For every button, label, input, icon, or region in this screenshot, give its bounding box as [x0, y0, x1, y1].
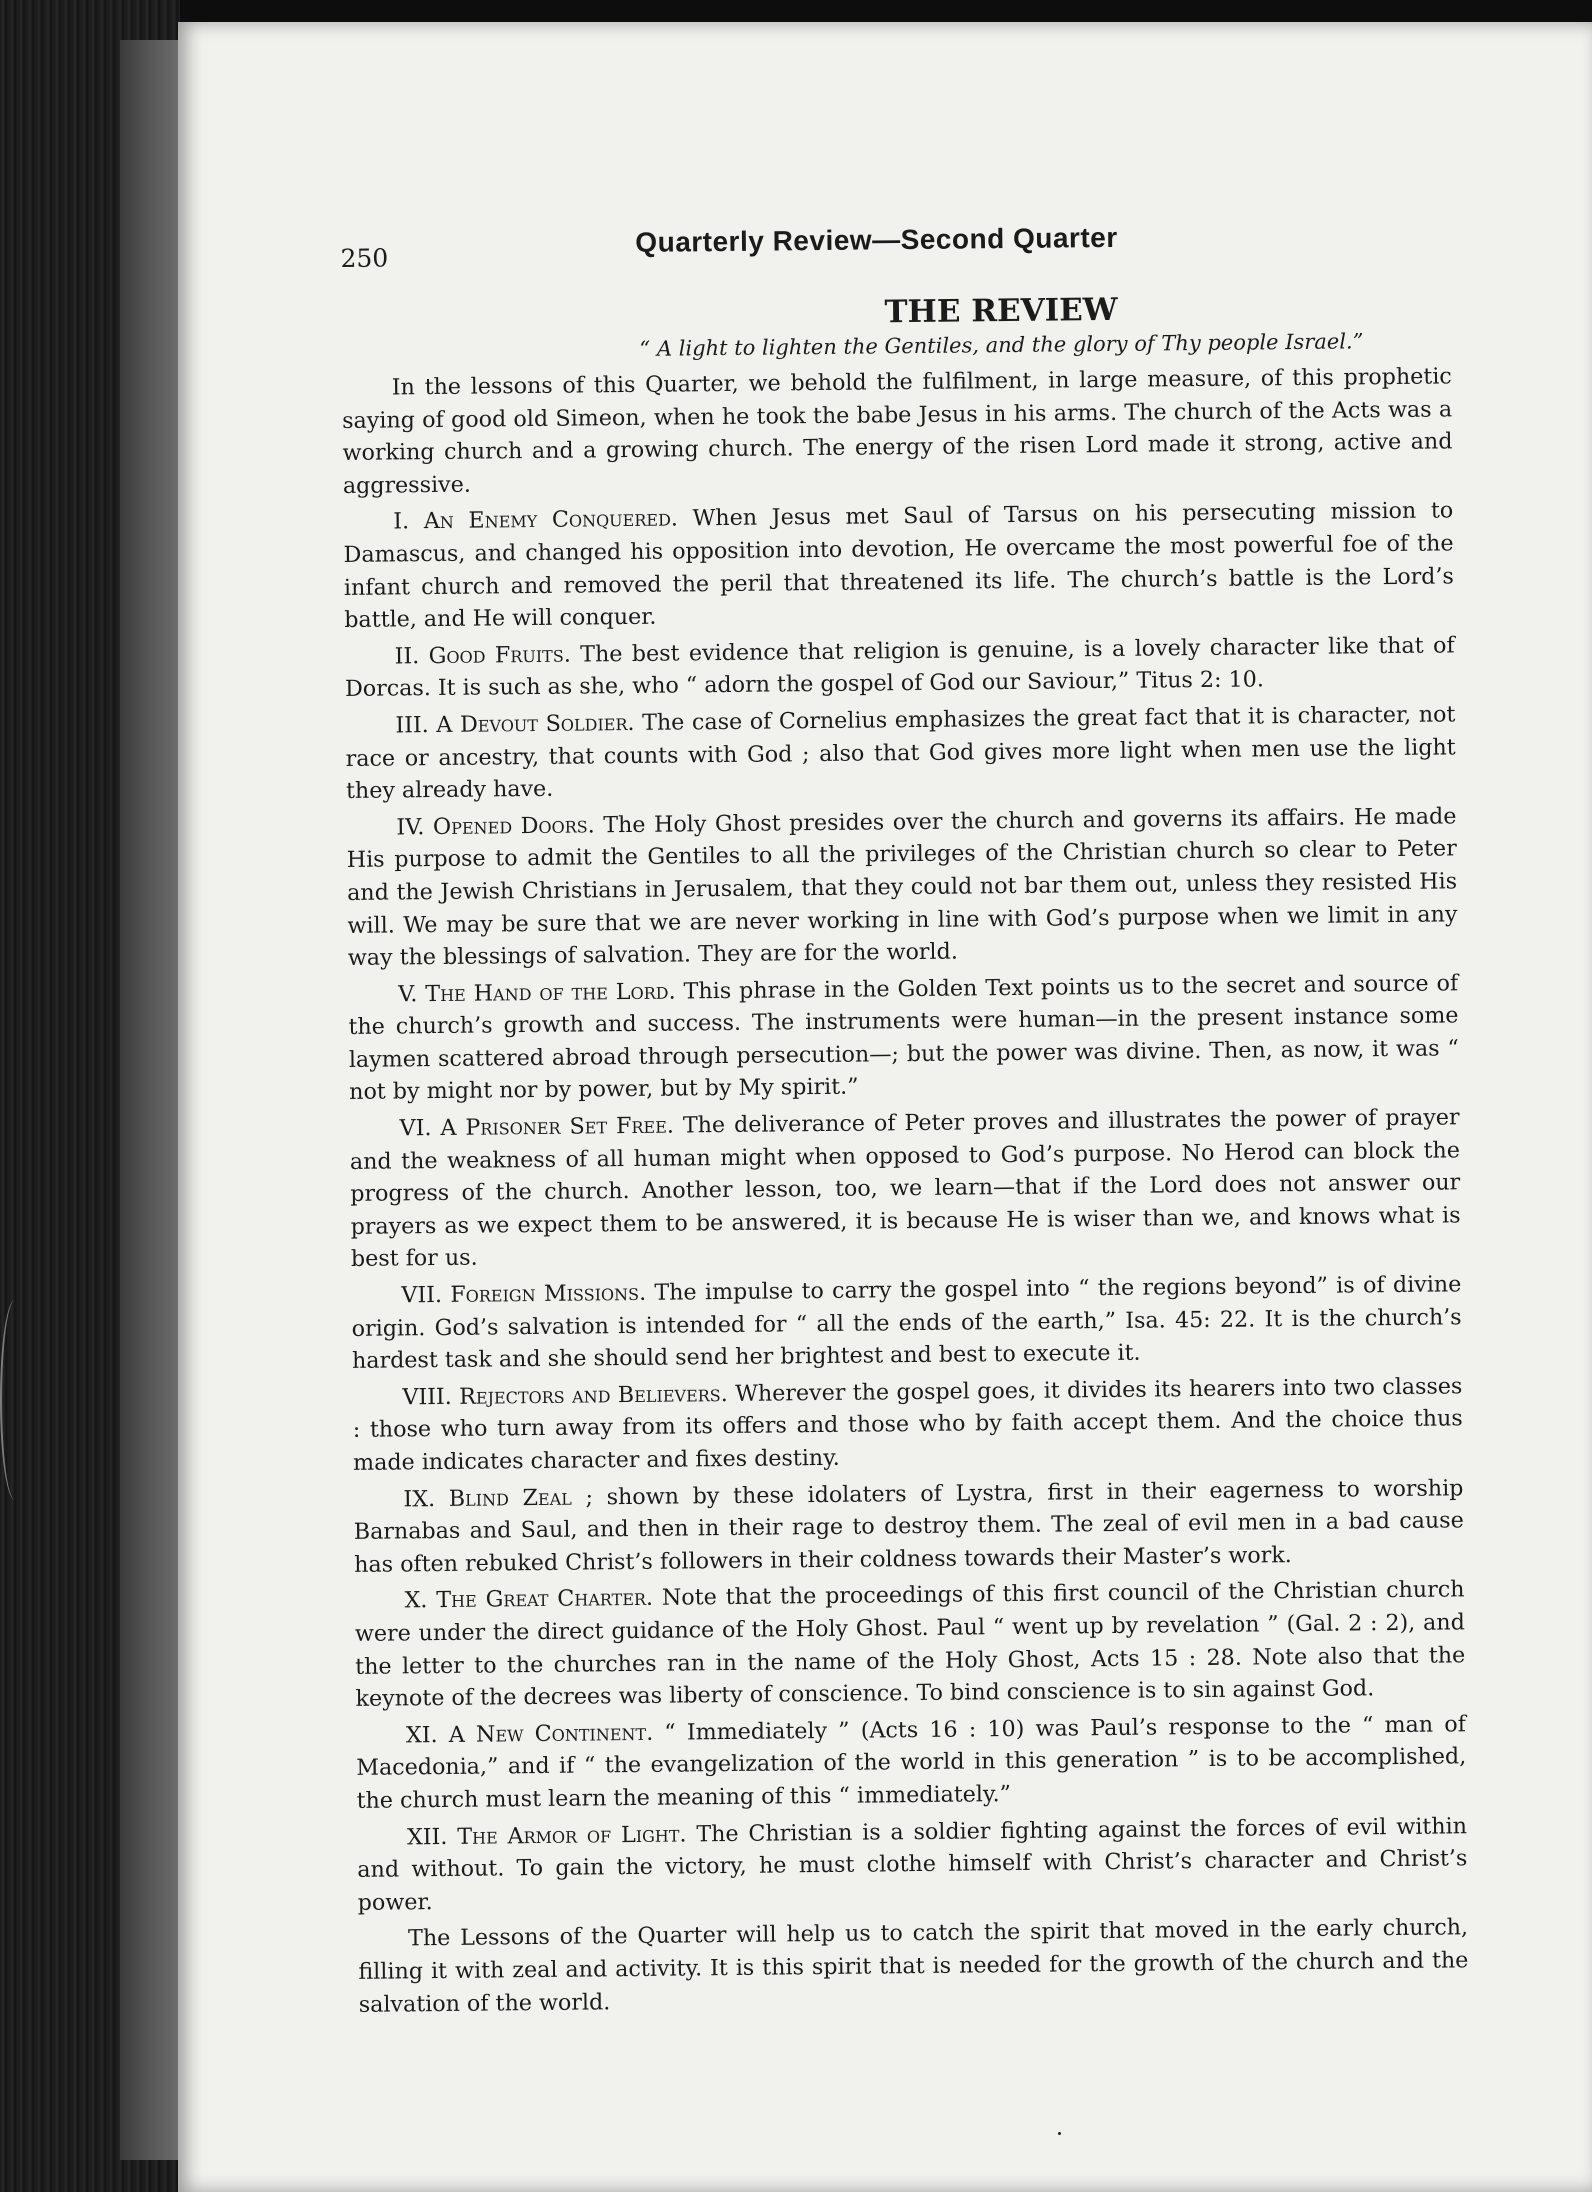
section-heading: A Prisoner Set Free.: [440, 1112, 675, 1142]
intro-paragraph: In the lessons of this Quarter, we behold the fulfilment, in large measure, of this prophetic saying of good old Simeon, when he took the babe Jesus in his arms. The church of the Acts was a working church and a growing church. The energy of the risen Lord made it strong, active and aggressive.: [342, 363, 1453, 499]
section-heading: The Great Charter.: [436, 1585, 654, 1614]
section-heading: The Hand of the Lord.: [425, 978, 676, 1007]
section-heading: Good Fruits.: [428, 641, 571, 669]
section-number: II.: [394, 642, 420, 670]
section-text: The Holy Ghost presides over the church and governs its affairs. He made His purpose to admit the Gentiles to all the privileges of the Christian church so clear to Peter and the Jewish Christians in Jerusalem, that they could not bar them out, unless they resisted His will. We may be sure that we are never working in line with God’s purpose when we limit in any way the blessings of salvation. They are for the world.: [346, 803, 1458, 972]
section-number: III.: [395, 712, 429, 739]
section-2: [344, 629, 1455, 706]
article-epigraph: “ A light to lighten the Gentiles, and the glory of Thy people Israel.”: [639, 329, 1364, 361]
section-heading: A Devout Soldier.: [436, 709, 635, 738]
page-content: [340, 198, 1592, 2025]
section-text: shown by these idolaters of Lystra, first in their eagerness to worship Barnabas and Saul, and then in their rage to destroy them. The zeal of evil men in a bad cause has often rebuked Christ’s followers in their coldness towards their Master’s work.: [353, 1474, 1464, 1578]
section-1: [343, 495, 1454, 637]
section-heading: Foreign Missions.: [450, 1279, 647, 1308]
section-8: [352, 1370, 1463, 1479]
conclusion-paragraph: The Lessons of the Quarter will help us to catch the spirit that moved in the early church, filling it with zeal and activity. It is this spirit that is needed for the growth of the church and the salvation of the world.: [358, 1914, 1469, 2018]
section-text: The Christian is a soldier fighting against the forces of evil within and without. To gain the victory, he must clothe himself with Christ’s character and Christ’s power.: [357, 1812, 1468, 1916]
section-6: [349, 1101, 1461, 1276]
section-number: VI.: [399, 1115, 432, 1142]
bookmark-ribbon: [0, 1300, 30, 1500]
section-heading: Blind Zeal ;: [448, 1484, 594, 1512]
page-number: 250: [340, 243, 389, 273]
section-text: The best evidence that religion is genuine, is a lovely character like that of Dorcas. It is such as she, who “ adorn the gospel of God our Saviour,” Titus 2: 10.: [344, 632, 1455, 703]
section-text: Wherever the gospel goes, it divides its hearers into two classes : those who turn away from its offers and those who by faith accept them. And the choice thus made indicates character and fixes destiny.: [352, 1373, 1463, 1476]
article-title: THE REVIEW: [884, 291, 1118, 331]
section-10: [354, 1574, 1465, 1716]
section-number: V.: [398, 980, 418, 1008]
section-heading: The Armor of Light.: [457, 1820, 687, 1850]
section-heading: A New Continent.: [448, 1719, 654, 1748]
section-text: When Jesus met Saul of Tarsus on his persecuting mission to Damascus, and changed his opposition into devotion, He overcame the most powerful foe of the infant church and removed the peril that threatened its life. The church’s battle is the Lord’s battle, and He will conquer.: [343, 497, 1455, 634]
section-number: XI.: [405, 1721, 438, 1749]
section-text: This phrase in the Golden Text points us to the secret and source of the church’s growth and success. The instruments were human—in the present instance some laymen scattered abroad through persecution—; but the power was divine. Then, as now, it was “ not by might nor by power, but by My spirit.”: [348, 970, 1459, 1106]
section-number: X.: [404, 1587, 428, 1614]
section-5: [348, 967, 1459, 1109]
print-speck: [1058, 2132, 1061, 2135]
section-number: XII.: [406, 1823, 448, 1850]
section-text: The case of Cornelius emphasizes the great fact that it is character, not race or ancestry, that counts with God ; also that God gives more light when men use the light they already have.: [345, 701, 1456, 805]
section-4: [346, 800, 1458, 975]
section-number: VIII.: [402, 1383, 452, 1411]
section-12: [357, 1810, 1468, 1919]
section-heading: Opened Doors.: [432, 812, 595, 840]
section-heading: An Enemy Conquered.: [423, 505, 679, 535]
section-heading: Rejectors and Believers.: [459, 1380, 728, 1410]
section-number: IV.: [396, 813, 425, 841]
running-title: Quarterly Review—Second Quarter: [635, 221, 1118, 258]
section-11: [356, 1708, 1467, 1817]
running-header: [340, 198, 1592, 273]
section-text: The impulse to carry the gospel into “ the regions beyond” is of divine origin. God’s salvation is intended for “ all the ends of the earth,” Isa. 45: 22. It is the church’s hardest task and she should send her brightest and best to execute it.: [351, 1271, 1462, 1375]
section-number: I.: [393, 508, 410, 535]
section-9: [353, 1472, 1464, 1581]
section-text: The deliverance of Peter proves and illustrates the power of prayer and the weakness of all human might when opposed to God’s purpose. No Herod can block the progress of the church. Another lesson, too, we learn—that if the Lord does not answer our prayers as we expect them to be answered, it is because He is wiser than we, and knows what is best for us.: [349, 1104, 1461, 1273]
section-number: VII.: [401, 1282, 443, 1309]
section-7: [351, 1268, 1462, 1377]
section-text: Note that the proceedings of this first council of the Christian church were under the direct guidance of the Holy Ghost. Paul “ went up by revelation ” (Gal. 2 : 2), and the letter to the churches ran in the name of the Holy Ghost, Acts 15 : 28. Note also that the keynote of the decrees was liberty of conscience. To bind conscience is to sin against God.: [354, 1576, 1466, 1713]
book-page: [178, 22, 1592, 2192]
section-number: IX.: [403, 1485, 436, 1512]
section-text: “ Immediately ” (Acts 16 : 10) was Paul’s response to the “ man of Macedonia,” and if “ the evangelization of the world in this generation ” is to be accomplished, the church must learn the meaning of this “ immediately.”: [356, 1711, 1467, 1814]
section-3: [345, 698, 1456, 807]
